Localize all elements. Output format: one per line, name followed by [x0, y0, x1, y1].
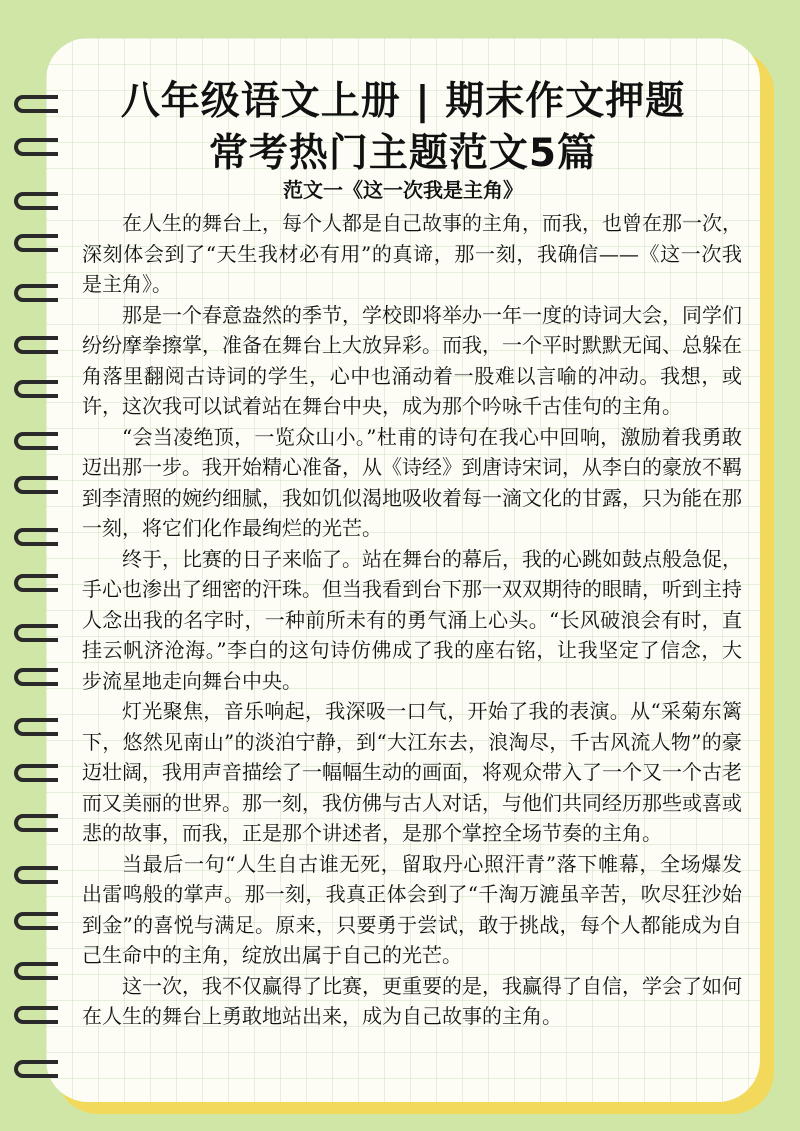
paragraph: 这一次，我不仅赢得了比赛，更重要的是，我赢得了自信，学会了如何在人生的舞台上勇敢地站出来，成为自己故事的主角。: [82, 973, 742, 1028]
spiral-ring-icon: [14, 1006, 58, 1024]
page-title: [46, 76, 760, 180]
paragraph: 那是一个春意盎然的季节，学校即将举办一年一度的诗词大会，同学们纷纷摩拳擦掌，准备在舞台上大放异彩。而我，一个平时默默无闻、总躲在角落里翻阅古诗词的学生，心中也涌动着一股难以言喻的冲动。我想，或许，这次我可以试着站在舞台中央，成为那个吟咏千古佳句的主角。: [82, 302, 742, 418]
spiral-ring-icon: [14, 574, 58, 592]
spiral-ring-icon: [14, 962, 58, 980]
essay-body: [82, 208, 742, 1032]
spiral-ring-icon: [14, 814, 58, 832]
spiral-ring-icon: [14, 718, 58, 736]
spiral-ring-icon: [14, 668, 58, 686]
spiral-ring-icon: [14, 866, 58, 884]
essay-title: 范文一《这一次我是主角》: [283, 178, 523, 202]
spiral-ring-icon: [14, 624, 58, 642]
spiral-ring-icon: [14, 380, 58, 398]
title-line-2: 常考热门主题范文5篇: [208, 131, 598, 176]
spiral-ring-icon: [14, 476, 58, 494]
spiral-ring-icon: [14, 432, 58, 450]
paragraph: 灯光聚焦，音乐响起，我深吸一口气，开始了我的表演。从“采菊东篱下，悠然见南山”的淡泊宁静，到“大江东去，浪淘尽，千古风流人物”的豪迈壮阔，我用声音描绘了一幅幅生动的画面，将观众带入了一个又一个古老而又美丽的世界。那一刻，我仿佛与古人对话，与他们共同经历那些或喜或悲的故事，而我，正是那个讲述者，是那个掌控全场节奏的主角。: [82, 699, 742, 845]
paragraph: 当最后一句“人生自古谁无死，留取丹心照汗青”落下帷幕，全场爆发出雷鸣般的掌声。那一刻，我真正体会到了“千淘万漉虽辛苦，吹尽狂沙始到金”的喜悦与满足。原来，只要勇于尝试，敢于挑战，每个人都能成为自己生命中的主角，绽放出属于自己的光芒。: [82, 851, 742, 967]
spiral-ring-icon: [14, 764, 58, 782]
spiral-ring-icon: [14, 912, 58, 930]
spiral-ring-icon: [14, 528, 58, 546]
spiral-ring-icon: [14, 284, 58, 302]
paragraph: 终于，比赛的日子来临了。站在舞台的幕后，我的心跳如鼓点般急促，手心也渗出了细密的汗珠。但当我看到台下那一双双期待的眼睛，听到主持人念出我的名字时，一种前所未有的勇气涌上心头。“长风破浪会有时，直挂云帆济沧海。”李白的这句诗仿佛成了我的座右铭，让我坚定了信念，大步流星地走向舞台中央。: [82, 546, 742, 693]
paragraph: 在人生的舞台上，每个人都是自己故事的主角，而我，也曾在那一次，深刻体会到了“天生我材必有用”的真谛，那一刻，我确信——《这一次我是主角》。: [82, 211, 742, 296]
spiral-ring-icon: [14, 336, 58, 354]
paragraph: “会当凌绝顶，一览众山小。”杜甫的诗句在我心中回响，激励着我勇敢迈出那一步。我开始精心准备，从《诗经》到唐诗宋词，从李白的豪放不羁到李清照的婉约细腻，我如饥似渴地吸收着每一滴文化的甘露，只为能在那一刻，将它们化作最绚烂的光芒。: [82, 424, 742, 540]
spiral-ring-icon: [14, 234, 58, 252]
spiral-ring-icon: [14, 1060, 58, 1078]
title-line-1: 八年级语文上册 | 期末作文押题: [120, 79, 686, 124]
